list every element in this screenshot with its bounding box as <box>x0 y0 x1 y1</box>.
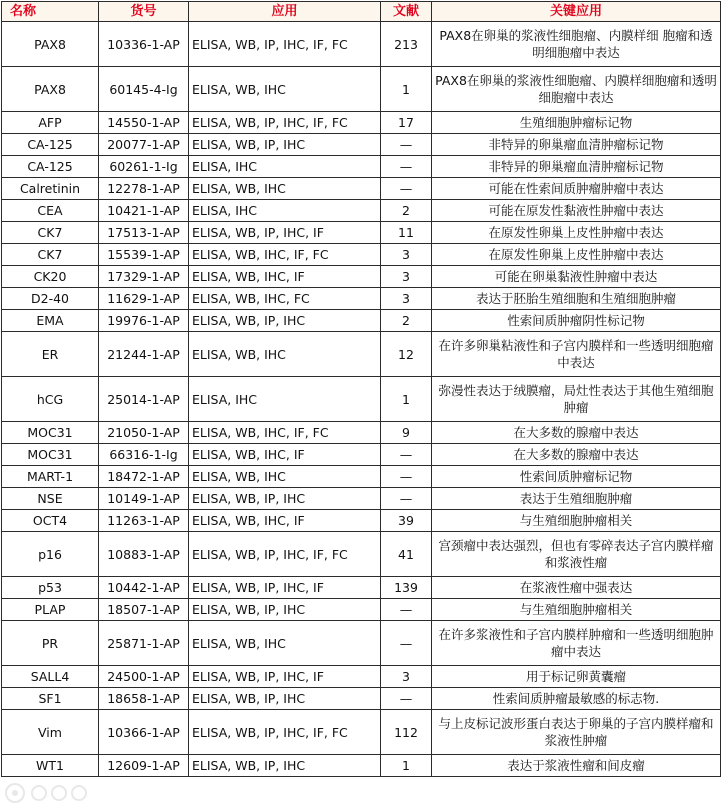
cell-name: SF1 <box>2 688 99 710</box>
cell-catalog: 10883-1-AP <box>99 532 189 577</box>
cell-application: ELISA, WB, IP, IHC, IF, FC <box>189 22 381 67</box>
table-row <box>2 156 721 178</box>
cell-catalog: 60261-1-Ig <box>99 156 189 178</box>
table-row <box>2 710 721 755</box>
cell-references: 139 <box>381 577 432 599</box>
cell-application: ELISA, WB, IHC, IF <box>189 444 381 466</box>
cell-key-use: 可能在性索间质肿瘤肿瘤中表达 <box>432 178 721 200</box>
cell-references: 9 <box>381 422 432 444</box>
cell-application: ELISA, WB, IHC <box>189 621 381 666</box>
cell-catalog: 20077-1-AP <box>99 134 189 156</box>
cell-name: CK20 <box>2 266 99 288</box>
cell-name: CEA <box>2 200 99 222</box>
cell-key-use: 在许多卵巢粘液性和子宫内膜样和一些透明细胞瘤中表达 <box>432 332 721 377</box>
cell-name: PAX8 <box>2 22 99 67</box>
cell-name: p53 <box>2 577 99 599</box>
cell-application: ELISA, WB, IP, IHC <box>189 755 381 777</box>
table-row <box>2 67 721 112</box>
cell-references: 2 <box>381 200 432 222</box>
cell-name: NSE <box>2 488 99 510</box>
antibody-table <box>1 1 721 777</box>
cell-application: ELISA, WB, IHC <box>189 178 381 200</box>
cell-references: 1 <box>381 755 432 777</box>
cell-name: CK7 <box>2 244 99 266</box>
cell-key-use: PAX8在卵巢的浆液性细胞瘤、内膜样细胞瘤和透明细胞瘤中表达 <box>432 67 721 112</box>
table-row <box>2 510 721 532</box>
header-references: 文献 <box>381 2 432 22</box>
table-row <box>2 178 721 200</box>
cell-catalog: 18472-1-AP <box>99 466 189 488</box>
cell-application: ELISA, WB, IHC <box>189 67 381 112</box>
cell-application: ELISA, WB, IP, IHC, IF <box>189 222 381 244</box>
table-row <box>2 599 721 621</box>
table-row <box>2 422 721 444</box>
cell-catalog: 12609-1-AP <box>99 755 189 777</box>
table-row <box>2 444 721 466</box>
cell-references: 112 <box>381 710 432 755</box>
header-key-use: 关键应用 <box>432 2 721 22</box>
table-row <box>2 244 721 266</box>
cell-catalog: 18658-1-AP <box>99 688 189 710</box>
cell-application: ELISA, WB, IP, IHC <box>189 310 381 332</box>
cell-name: p16 <box>2 532 99 577</box>
cell-catalog: 24500-1-AP <box>99 666 189 688</box>
cell-catalog: 10421-1-AP <box>99 200 189 222</box>
cell-key-use: 表达于浆液性瘤和间皮瘤 <box>432 755 721 777</box>
cell-key-use: 性索间质肿瘤最敏感的标志物. <box>432 688 721 710</box>
cell-references: 12 <box>381 332 432 377</box>
cell-catalog: 10336-1-AP <box>99 22 189 67</box>
table-row <box>2 755 721 777</box>
table-row <box>2 22 721 67</box>
cell-name: EMA <box>2 310 99 332</box>
header-catalog: 货号 <box>99 2 189 22</box>
table-row <box>2 377 721 422</box>
cell-references: — <box>381 688 432 710</box>
cell-name: PLAP <box>2 599 99 621</box>
cell-references: — <box>381 444 432 466</box>
table-row <box>2 200 721 222</box>
cell-key-use: 与上皮标记波形蛋白表达于卵巢的子宫内膜样瘤和浆液性肿瘤 <box>432 710 721 755</box>
cell-application: ELISA, WB, IP, IHC, IF <box>189 666 381 688</box>
cell-references: — <box>381 156 432 178</box>
cell-name: OCT4 <box>2 510 99 532</box>
cell-application: ELISA, WB, IHC, IF <box>189 266 381 288</box>
cell-key-use: 宫颈瘤中表达强烈，但也有零碎表达子宫内膜样瘤和浆液性瘤 <box>432 532 721 577</box>
cell-application: ELISA, WB, IP, IHC <box>189 599 381 621</box>
cell-application: ELISA, WB, IP, IHC, IF, FC <box>189 532 381 577</box>
cell-application: ELISA, WB, IHC, IF, FC <box>189 244 381 266</box>
cell-catalog: 15539-1-AP <box>99 244 189 266</box>
cell-catalog: 66316-1-Ig <box>99 444 189 466</box>
cell-key-use: 与生殖细胞肿瘤相关 <box>432 599 721 621</box>
cell-key-use: PAX8在卵巢的浆液性细胞瘤、内膜样细 胞瘤和透明细胞瘤中表达 <box>432 22 721 67</box>
cell-catalog: 18507-1-AP <box>99 599 189 621</box>
table-row <box>2 532 721 577</box>
cell-catalog: 21244-1-AP <box>99 332 189 377</box>
cell-references: — <box>381 488 432 510</box>
cell-catalog: 10149-1-AP <box>99 488 189 510</box>
cell-references: 1 <box>381 377 432 422</box>
cell-application: ELISA, WB, IHC <box>189 332 381 377</box>
cell-catalog: 17329-1-AP <box>99 266 189 288</box>
cell-key-use: 在原发性卵巢上皮性肿瘤中表达 <box>432 244 721 266</box>
cell-application: ELISA, WB, IHC, IF <box>189 510 381 532</box>
cell-key-use: 在许多浆液性和子宫内膜样肿瘤和一些透明细胞肿瘤中表达 <box>432 621 721 666</box>
cell-references: — <box>381 621 432 666</box>
cell-key-use: 性索间质肿瘤阴性标记物 <box>432 310 721 332</box>
table-row <box>2 288 721 310</box>
cell-key-use: 弥漫性表达于绒膜瘤，局灶性表达于其他生殖细胞肿瘤 <box>432 377 721 422</box>
cell-application: ELISA, IHC <box>189 156 381 178</box>
cell-name: SALL4 <box>2 666 99 688</box>
table-row <box>2 577 721 599</box>
cell-catalog: 17513-1-AP <box>99 222 189 244</box>
cell-name: hCG <box>2 377 99 422</box>
table-row <box>2 666 721 688</box>
cell-key-use: 非特异的卵巢瘤血清肿瘤标记物 <box>432 134 721 156</box>
cell-name: Vim <box>2 710 99 755</box>
cell-name: MART-1 <box>2 466 99 488</box>
cell-references: 17 <box>381 112 432 134</box>
cell-key-use: 表达于生殖细胞肿瘤 <box>432 488 721 510</box>
cell-application: ELISA, WB, IHC <box>189 466 381 488</box>
cell-name: ER <box>2 332 99 377</box>
cell-name: MOC31 <box>2 444 99 466</box>
cell-application: ELISA, WB, IP, IHC <box>189 488 381 510</box>
table-row <box>2 222 721 244</box>
watermark-logo <box>4 782 100 804</box>
table-row <box>2 112 721 134</box>
cell-references: 1 <box>381 67 432 112</box>
cell-references: 2 <box>381 310 432 332</box>
cell-application: ELISA, WB, IP, IHC, IF, FC <box>189 112 381 134</box>
cell-name: AFP <box>2 112 99 134</box>
cell-name: Calretinin <box>2 178 99 200</box>
cell-catalog: 11629-1-AP <box>99 288 189 310</box>
table-row <box>2 621 721 666</box>
cell-key-use: 与生殖细胞肿瘤相关 <box>432 510 721 532</box>
cell-catalog: 25014-1-AP <box>99 377 189 422</box>
cell-application: ELISA, WB, IP, IHC <box>189 134 381 156</box>
table-row <box>2 488 721 510</box>
cell-application: ELISA, WB, IP, IHC, IF, FC <box>189 710 381 755</box>
header-row <box>2 2 721 22</box>
cell-references: 11 <box>381 222 432 244</box>
cell-application: ELISA, WB, IHC, IF, FC <box>189 422 381 444</box>
cell-name: PAX8 <box>2 67 99 112</box>
cell-name: CA-125 <box>2 134 99 156</box>
cell-application: ELISA, WB, IP, IHC <box>189 688 381 710</box>
cell-name: D2-40 <box>2 288 99 310</box>
cell-key-use: 可能在原发性黏液性肿瘤中表达 <box>432 200 721 222</box>
cell-name: CK7 <box>2 222 99 244</box>
cell-catalog: 19976-1-AP <box>99 310 189 332</box>
table-row <box>2 134 721 156</box>
cell-catalog: 14550-1-AP <box>99 112 189 134</box>
cell-key-use: 在大多数的腺瘤中表达 <box>432 444 721 466</box>
cell-catalog: 21050-1-AP <box>99 422 189 444</box>
header-application: 应用 <box>189 2 381 22</box>
cell-references: 39 <box>381 510 432 532</box>
cell-key-use: 可能在卵巢黏液性肿瘤中表达 <box>432 266 721 288</box>
cell-application: ELISA, IHC <box>189 200 381 222</box>
cell-references: 3 <box>381 244 432 266</box>
cell-application: ELISA, WB, IP, IHC, IF <box>189 577 381 599</box>
cell-key-use: 在大多数的腺瘤中表达 <box>432 422 721 444</box>
cell-name: PR <box>2 621 99 666</box>
cell-key-use: 生殖细胞肿瘤标记物 <box>432 112 721 134</box>
cell-application: ELISA, WB, IHC, FC <box>189 288 381 310</box>
table-row <box>2 266 721 288</box>
cell-references: — <box>381 466 432 488</box>
cell-catalog: 10442-1-AP <box>99 577 189 599</box>
cell-references: 3 <box>381 266 432 288</box>
table-body <box>2 22 721 777</box>
cell-name: MOC31 <box>2 422 99 444</box>
cell-catalog: 12278-1-AP <box>99 178 189 200</box>
cell-references: 213 <box>381 22 432 67</box>
cell-catalog: 60145-4-Ig <box>99 67 189 112</box>
cell-references: — <box>381 134 432 156</box>
table-row <box>2 310 721 332</box>
cell-references: 41 <box>381 532 432 577</box>
cell-key-use: 用于标记卵黄囊瘤 <box>432 666 721 688</box>
cell-references: 3 <box>381 288 432 310</box>
cell-references: 3 <box>381 666 432 688</box>
cell-key-use: 表达于胚胎生殖细胞和生殖细胞肿瘤 <box>432 288 721 310</box>
cell-references: — <box>381 178 432 200</box>
cell-name: CA-125 <box>2 156 99 178</box>
cell-key-use: 在原发性卵巢上皮性肿瘤中表达 <box>432 222 721 244</box>
cell-application: ELISA, IHC <box>189 377 381 422</box>
cell-references: — <box>381 599 432 621</box>
cell-catalog: 10366-1-AP <box>99 710 189 755</box>
table-row <box>2 688 721 710</box>
table-row <box>2 466 721 488</box>
cell-name: WT1 <box>2 755 99 777</box>
cell-key-use: 在浆液性瘤中强表达 <box>432 577 721 599</box>
cell-key-use: 非特异的卵巢瘤血清肿瘤标记物 <box>432 156 721 178</box>
table-row <box>2 332 721 377</box>
cell-catalog: 11263-1-AP <box>99 510 189 532</box>
cell-key-use: 性索间质肿瘤标记物 <box>432 466 721 488</box>
header-name: 名称 <box>2 2 99 22</box>
cell-catalog: 25871-1-AP <box>99 621 189 666</box>
